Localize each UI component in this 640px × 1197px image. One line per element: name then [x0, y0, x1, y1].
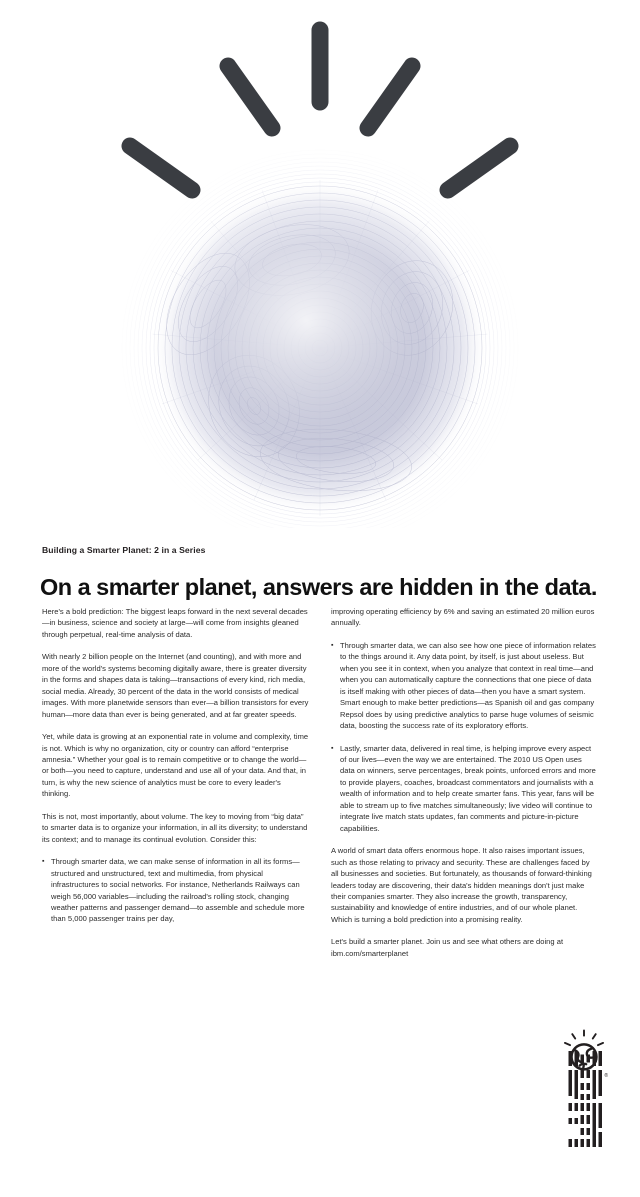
body-columns: [42, 606, 598, 959]
left-column: [42, 606, 309, 959]
call-to-action[interactable]: Let's build a smarter planet. Join us and see what others are doing at ibm.com/smarterplanet: [331, 937, 564, 958]
ray-upper-right-icon: [368, 66, 412, 128]
bullet-marker-icon: ▪: [331, 641, 334, 649]
paragraph: This is not, most importantly, about volume. The key to moving from “big data” to smarter data is to organize your information, in all its diversity; to understand its context; and to manage its continual evolution. Consider this:: [42, 811, 308, 844]
bullet-marker-icon: ▪: [42, 858, 45, 866]
ibm-logo-block: [552, 1029, 616, 1179]
series-kicker: Building a Smarter Planet: 2 in a Series: [42, 545, 206, 555]
paragraph-continuation: improving operating efficiency by 6% and saving an estimated 20 million euros annually.: [331, 607, 595, 628]
bullet-marker-icon: ▪: [331, 744, 334, 752]
bullet-item: [331, 640, 598, 732]
paragraph: A world of smart data offers enormous hope. It also raises important issues, such as those relating to privacy and security. These are challenges faced by all businesses and societies. But fortunately, as thousands of forward-thinking leaders today are discovering, their data's hidden meanings don't just make their companies smarter. They also increase the growth, transparency, sustainability and knowledge of entire industries, and of our whole planet. Which is turning a bold prediction into a promising reality.: [331, 846, 592, 924]
bullet-text: Lastly, smarter data, delivered in real time, is helping improve every aspect of our lives—even the way we are entertained. The 2010 US Open uses data on winners, serve percentages, break points, unforced errors and more to provide players, coaches, broadcast commentators and journalists with a wealth of information and to help create smarter fans. This year, fans will be able to stream up to five matches simultaneously; live video will continue to integrate live match stats updates, fan comments and picture-in-picture capabilities.: [340, 743, 596, 833]
bullet-text: Through smarter data, we can make sense of information in all its forms—structured and unstructured, text and multimedia, from physical infrastructures to social networks. For instance, Netherlands Railways can weigh 56,000 variables—including the railroad's rolling stock, changing weather patterns and passenger demand—to assemble and schedule more than 5,000 passenger trains per day,: [51, 857, 305, 924]
paragraph: Here's a bold prediction: The biggest leaps forward in the next several decades—in business, science and society at large—will come from insights gleaned through perpetual, real-time analysis of data.: [42, 607, 308, 639]
page-title: On a smarter planet, answers are hidden in the data.: [40, 573, 597, 600]
paragraph: Yet, while data is growing at an exponential rate in volume and complexity, time is not. Which is why no organization, city or country can afford “enterprise amnesia.” Whether your goal is to remain competitive or to change the world—or both—you need to capture, understand and use all of your data. And that, in turn, is why the new science of analytics must be core to every leader's thinking.: [42, 732, 309, 799]
smarter-planet-hero-illustration: [40, 8, 600, 528]
ibm-wordmark: [564, 1049, 604, 1149]
ray-right-icon: [448, 146, 510, 190]
bullet-item: [331, 743, 598, 835]
paragraph: With nearly 2 billion people on the Internet (and counting), and with more and more of the world's systems becoming digitally aware, there is greater diversity in the forms and shapes data is taking—transactions of every kind, rich media, social media. Already, 30 percent of the data in the world consists of medical images. With more planetwide sensors than ever—a billion transistors for every human—more data than ever is being generated, and at far greater speeds.: [42, 652, 309, 719]
ray-upper-left-icon: [228, 66, 272, 128]
globe-highlight: [152, 180, 488, 516]
hero-graphic: [0, 0, 640, 530]
right-column: [331, 606, 598, 959]
bullet-text: Through smarter data, we can also see how one piece of information relates to the things around it. Any data point, by itself, is just about useless. But when you see it in context, when you analyze that context in real time—and when you can automatically capture the connections that one piece of data is itself making with other pieces of data—then you have a smart system. Smart enough to make better predictions—as Spanish oil and gas company Repsol does by using predictive analytics to parse huge volumes of seismic data, boosting the success rate of its exploratory efforts.: [340, 640, 596, 731]
ray-left-icon: [130, 146, 192, 190]
bullet-item: [42, 856, 309, 925]
trademark-symbol: ®: [604, 1073, 608, 1079]
